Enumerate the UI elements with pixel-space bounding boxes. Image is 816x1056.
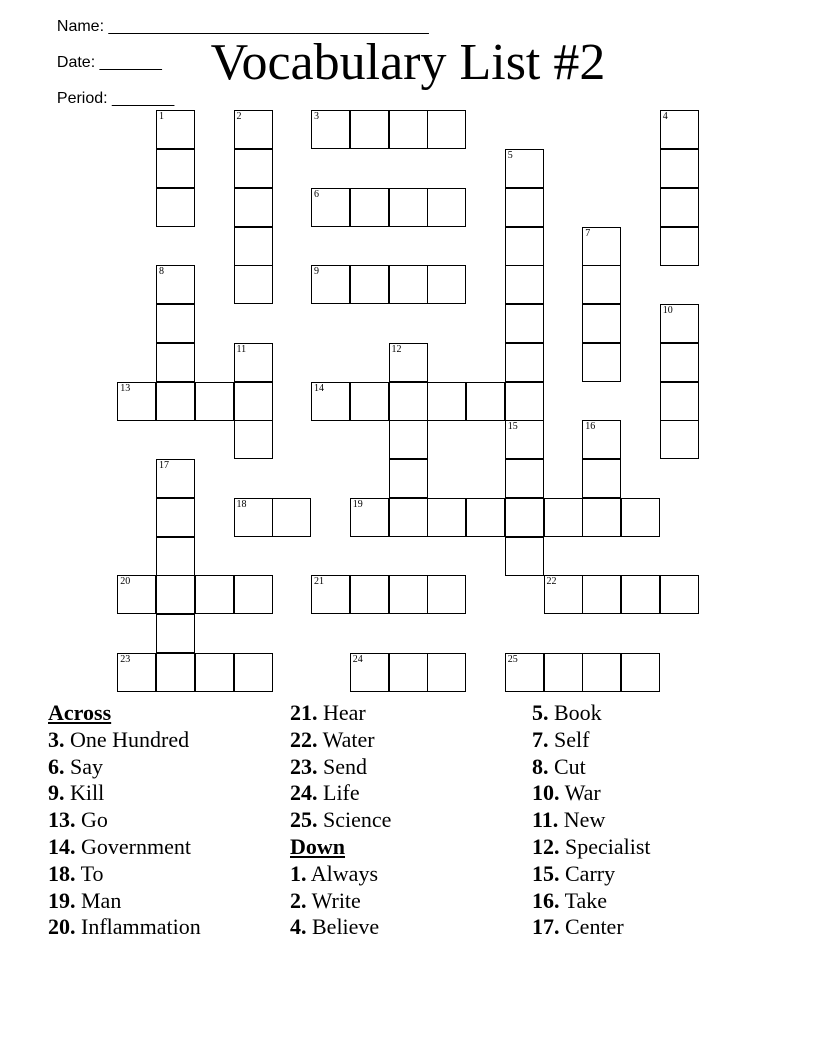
clue-number: 10. (532, 780, 560, 806)
crossword-cell[interactable] (544, 498, 583, 537)
crossword-cell[interactable] (660, 343, 699, 382)
crossword-cell[interactable] (582, 343, 621, 382)
crossword-cell[interactable] (234, 382, 273, 421)
cell-number: 12 (391, 343, 402, 355)
crossword-cell[interactable] (505, 382, 544, 421)
clue-down-1 (290, 861, 391, 888)
crossword-cell[interactable] (660, 227, 699, 266)
crossword-cell[interactable] (505, 188, 544, 227)
cell-number: 14 (314, 382, 324, 394)
clue-across-18 (48, 861, 201, 888)
clues-column-3 (532, 700, 651, 941)
crossword-cell[interactable] (427, 575, 466, 614)
crossword-cell[interactable] (505, 459, 544, 498)
crossword-cell[interactable] (156, 498, 195, 537)
clue-text: Inflammation (81, 914, 201, 940)
clue-down-15 (532, 861, 651, 888)
crossword-cell[interactable] (389, 575, 428, 614)
clue-text: To (80, 860, 104, 886)
crossword-cell[interactable] (234, 498, 273, 537)
clue-text: Book (554, 700, 602, 725)
crossword-cell[interactable] (234, 343, 273, 382)
clue-across-24 (290, 780, 391, 807)
clue-text: Say (70, 753, 103, 779)
clue-text: Send (323, 753, 367, 779)
crossword-cell[interactable] (311, 110, 350, 149)
crossword-cell[interactable] (156, 110, 195, 149)
clue-text: Write (311, 887, 361, 913)
clue-down-11 (532, 807, 651, 834)
clue-across-20 (48, 914, 201, 941)
period-field[interactable]: Period: _______ (56, 90, 175, 107)
clue-text: Water (322, 726, 375, 752)
crossword-cell[interactable] (621, 498, 660, 537)
clue-text: Kill (70, 780, 105, 806)
clue-number: 5. (532, 700, 549, 725)
clue-number: 14. (48, 833, 76, 859)
crossword-cell[interactable] (234, 420, 273, 459)
crossword-cell[interactable] (582, 265, 621, 304)
crossword-cell[interactable] (389, 653, 428, 692)
crossword-cell[interactable] (389, 188, 428, 227)
clue-text: Center (565, 914, 624, 940)
clue-text: Science (323, 807, 392, 833)
crossword-cell[interactable] (544, 575, 583, 614)
crossword-cell[interactable] (505, 149, 544, 188)
crossword-cell[interactable] (505, 653, 544, 692)
clue-text: New (563, 807, 606, 833)
clue-number: 22. (290, 726, 318, 752)
clue-text: Carry (565, 860, 616, 886)
clue-text: Hear (323, 700, 366, 725)
crossword-cell[interactable] (505, 537, 544, 576)
crossword-cell[interactable] (660, 420, 699, 459)
clue-down-8 (532, 754, 651, 781)
crossword-cell[interactable] (350, 265, 389, 304)
clue-across-3 (48, 727, 201, 754)
clue-number: 9. (48, 780, 65, 806)
clue-down-17 (532, 914, 651, 941)
crossword-cell[interactable] (389, 420, 428, 459)
clue-number: 11. (532, 807, 559, 833)
crossword-cell[interactable] (544, 653, 583, 692)
clue-number: 13. (48, 807, 76, 833)
clue-text: Cut (554, 753, 586, 779)
clue-across-14 (48, 834, 201, 861)
cell-number: 20 (120, 576, 131, 588)
cell-number: 10 (662, 305, 673, 316)
clue-down-12 (532, 834, 651, 861)
clue-text: Specialist (565, 833, 651, 859)
crossword-cell[interactable] (660, 110, 699, 149)
clue-down-7 (532, 727, 651, 754)
crossword-cell[interactable] (350, 653, 389, 692)
clues-column-2 (290, 700, 391, 941)
cell-number: 11 (236, 343, 247, 355)
cell-number: 24 (352, 653, 363, 665)
crossword-cell[interactable] (234, 188, 273, 227)
crossword-cell[interactable] (234, 227, 273, 266)
clue-across-9 (48, 780, 201, 807)
crossword-cell[interactable] (156, 653, 195, 692)
crossword-cell[interactable] (582, 575, 621, 614)
crossword-cell[interactable] (660, 188, 699, 227)
crossword-cell[interactable] (582, 227, 621, 266)
cell-number: 25 (507, 653, 518, 665)
clue-text: Man (81, 887, 122, 913)
clue-across-22 (290, 727, 391, 754)
crossword-cell[interactable] (156, 304, 195, 343)
cell-number: 6 (314, 188, 319, 200)
crossword-cell[interactable] (350, 110, 389, 149)
crossword-cell[interactable] (311, 188, 350, 227)
cell-number: 15 (507, 421, 518, 433)
cell-number: 4 (662, 111, 668, 123)
crossword-cell[interactable] (195, 653, 234, 692)
crossword-cell[interactable] (389, 343, 428, 382)
crossword-cell[interactable] (234, 653, 273, 692)
clue-number: 17. (532, 914, 560, 940)
crossword-cell[interactable] (156, 149, 195, 188)
cell-number: 9 (314, 266, 319, 278)
clue-number: 4. (290, 914, 307, 940)
crossword-cell[interactable] (389, 498, 428, 537)
cell-number: 8 (159, 266, 164, 278)
clue-number: 16. (532, 887, 560, 913)
clue-across-25 (290, 807, 391, 834)
crossword-cell[interactable] (195, 575, 234, 614)
clue-number: 20. (48, 914, 76, 940)
clue-number: 8. (532, 753, 549, 779)
crossword-cell[interactable] (117, 575, 156, 614)
crossword-cell[interactable] (582, 653, 621, 692)
crossword-cell[interactable] (427, 265, 466, 304)
crossword-cell[interactable] (427, 110, 466, 149)
crossword-cell[interactable] (350, 382, 389, 421)
clue-down-10 (532, 780, 651, 807)
clue-number: 3. (48, 726, 65, 752)
crossword-cell[interactable] (234, 265, 273, 304)
clues-column-1 (48, 700, 201, 941)
clue-number: 6. (48, 753, 65, 779)
clue-text: Believe (312, 914, 380, 940)
clue-text: Go (81, 807, 108, 833)
crossword-cell[interactable] (466, 382, 505, 421)
clue-down-16 (532, 888, 651, 915)
crossword-cell[interactable] (660, 304, 699, 343)
crossword-cell[interactable] (582, 420, 621, 459)
crossword-cell[interactable] (660, 575, 699, 614)
crossword-cell[interactable] (311, 265, 350, 304)
across-heading: Across (48, 700, 112, 725)
cell-number: 17 (159, 460, 169, 471)
cell-number: 13 (120, 382, 131, 394)
clue-across-13 (48, 807, 201, 834)
crossword-cell[interactable] (350, 575, 389, 614)
crossword-cell[interactable] (234, 110, 273, 149)
clue-down-5 (532, 700, 651, 727)
cell-number: 3 (314, 111, 319, 123)
clue-down-4 (290, 914, 391, 941)
cell-number: 23 (120, 653, 131, 665)
crossword-cell[interactable] (156, 188, 195, 227)
crossword-cell[interactable] (156, 614, 195, 653)
clue-number: 25. (290, 807, 318, 833)
clue-text: War (564, 780, 601, 806)
clue-text: Self (554, 726, 590, 752)
crossword-cell[interactable] (156, 265, 195, 304)
crossword-cell[interactable] (234, 575, 273, 614)
clue-down-2 (290, 888, 391, 915)
clue-number: 2. (290, 887, 307, 913)
crossword-cell[interactable] (466, 498, 505, 537)
crossword-cell[interactable] (505, 498, 544, 537)
clue-text: One Hundred (70, 726, 190, 752)
cell-number: 16 (585, 421, 596, 433)
clue-text: Take (564, 887, 608, 913)
cell-number: 19 (352, 498, 363, 510)
crossword-cell[interactable] (156, 459, 195, 498)
crossword-cell[interactable] (582, 459, 621, 498)
crossword-cell[interactable] (350, 498, 389, 537)
crossword-cell[interactable] (156, 537, 195, 576)
name-field[interactable]: Name: ____________________________________ (56, 18, 429, 35)
cell-number: 21 (314, 576, 324, 588)
crossword-cell[interactable] (311, 382, 350, 421)
crossword-cell[interactable] (156, 382, 195, 421)
crossword-cell[interactable] (117, 382, 156, 421)
crossword-cell[interactable] (505, 227, 544, 266)
clue-number: 12. (532, 833, 560, 859)
cell-number: 22 (546, 576, 557, 588)
clue-number: 24. (290, 780, 318, 806)
crossword-cell[interactable] (582, 304, 621, 343)
crossword-cell[interactable] (156, 575, 195, 614)
crossword-cell[interactable] (389, 265, 428, 304)
clue-across-21 (290, 700, 391, 727)
crossword-cell[interactable] (505, 265, 544, 304)
crossword-cell[interactable] (311, 575, 350, 614)
crossword-cell[interactable] (505, 420, 544, 459)
clue-text: Life (323, 780, 360, 806)
crossword-cell[interactable] (621, 653, 660, 692)
cell-number: 2 (236, 111, 242, 123)
crossword-cell[interactable] (660, 149, 699, 188)
crossword-cell[interactable] (427, 498, 466, 537)
crossword-cell[interactable] (660, 382, 699, 421)
clue-number: 23. (290, 753, 318, 779)
down-heading: Down (290, 833, 346, 859)
clue-text: Government (81, 833, 191, 859)
clue-number: 1. (290, 860, 307, 886)
crossword-cell[interactable] (272, 498, 311, 537)
crossword-cell[interactable] (621, 575, 660, 614)
clue-across-19 (48, 888, 201, 915)
cell-number: 5 (507, 150, 513, 161)
crossword-cell[interactable] (389, 459, 428, 498)
cell-number: 18 (236, 498, 247, 510)
crossword-cell[interactable] (427, 653, 466, 692)
clue-number: 18. (48, 860, 76, 886)
crossword-cell[interactable] (389, 382, 428, 421)
clue-number: 21. (290, 700, 318, 725)
crossword-cell[interactable] (117, 653, 156, 692)
page-title: Vocabulary List #2 (210, 34, 606, 91)
clue-number: 15. (532, 860, 560, 886)
crossword-cell[interactable] (195, 382, 234, 421)
date-field[interactable]: Date: _______ (56, 54, 162, 71)
clue-number: 7. (532, 726, 549, 752)
crossword-cell[interactable] (505, 304, 544, 343)
crossword-cell[interactable] (156, 343, 195, 382)
crossword-cell[interactable] (505, 343, 544, 382)
clue-across-23 (290, 754, 391, 781)
clue-across-6 (48, 754, 201, 781)
cell-number: 7 (585, 227, 591, 239)
crossword-cell[interactable] (389, 110, 428, 149)
crossword-cell[interactable] (582, 498, 621, 537)
crossword-cell[interactable] (427, 382, 466, 421)
crossword-cell[interactable] (234, 149, 273, 188)
clue-number: 19. (48, 887, 76, 913)
clue-text: Always (310, 860, 379, 886)
cell-number: 1 (159, 111, 164, 123)
crossword-cell[interactable] (350, 188, 389, 227)
crossword-cell[interactable] (427, 188, 466, 227)
